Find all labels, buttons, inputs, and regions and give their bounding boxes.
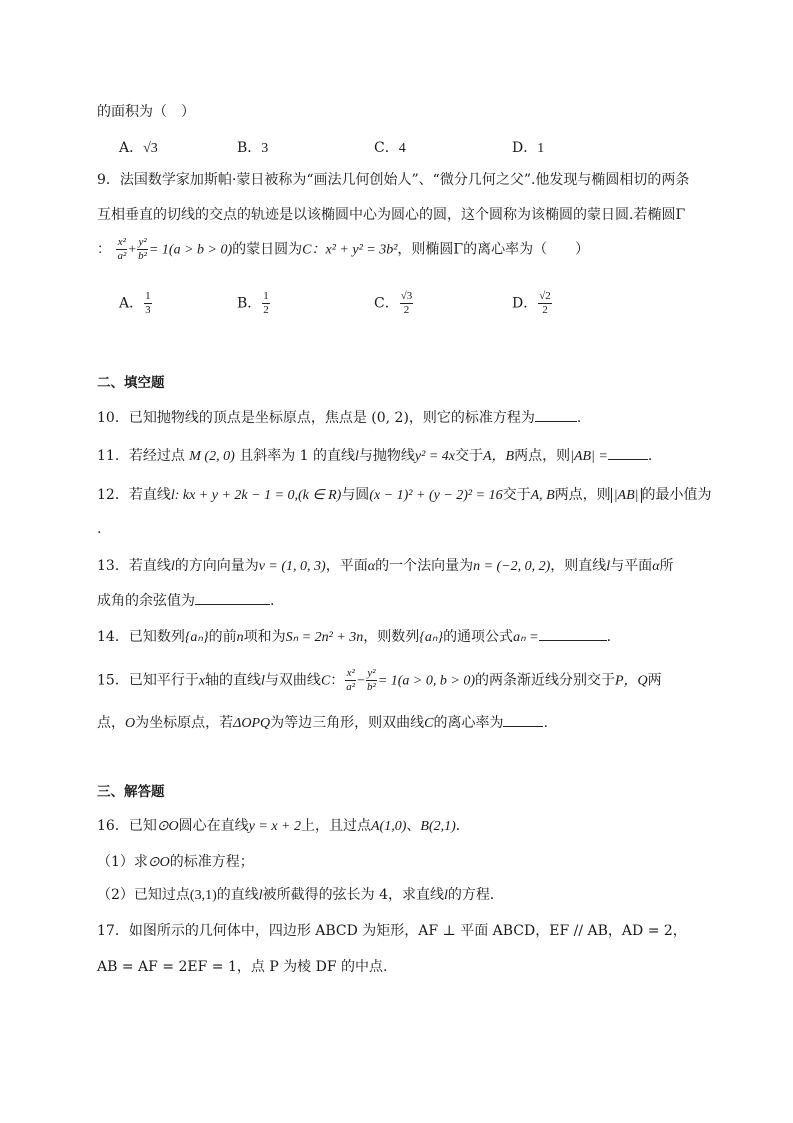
q16-part2: （2）已知过点(3,1)的直线l被所截得的弦长为 4，求直线l的方程． [97,887,504,903]
q9-option-b: B． $\frac{1}{2}$ [237,290,269,316]
q12: 12．若直线l: kx + y + 2k − 1 = 0,(k ∈ R)与圆(x − 1)² + (y − 2)² = 16交于A, B两点，则 |AB| 的最小值为 [97,487,712,503]
q8-tail: 的面积为（ ） [97,104,195,120]
q13: 13．若直线l的方向向量为v = (1, 0, 3)，平面α的一个法向量为n = (−2, 0, 2)，则直线l与平面α所 [97,558,674,574]
q8-option-d: D．1 [512,140,545,156]
section-fill-blank-heading: 二、填空题 [97,375,165,391]
q15: 15．已知平行于x轴的直线l与双曲线C： $\frac{\text{x²}}{\text{a²}}$ − $\frac{\text{y²}}{\text{b²}}$ = 1(a > 0, b > 0)的两条渐近线分别交于P，Q两 [97,667,662,693]
q13-line2: 成角的余弦值为 . [97,593,275,609]
q17-line1: 17．如图所示的几何体中，四边形 ABCD 为矩形，AF ⊥ 平面 ABCD，EF // AB，AD = 2， [97,923,687,939]
q17-line2: AB = AF = 2EF = 1，点 P 为棱 DF 的中点. [97,959,388,975]
q9-frac-y: $\frac{\text{y²}}{\text{b²}}$ [138,236,147,262]
q8-option-c: C．4 [374,140,406,156]
q9-frac-x: $\frac{\text{x²}}{\text{a²}}$ [117,236,127,262]
q16-part1: （1）求⊙O的标准方程； [97,854,254,870]
q9-option-a: A． $\frac{1}{3}$ [119,290,151,316]
q14: 14．已知数列{aₙ}的前n项和为Sₙ = 2n² + 3n，则数列{aₙ}的通项公式aₙ = . [97,629,612,645]
q10: 10．已知抛物线的顶点是坐标原点，焦点是 (0, 2)，则它的标准方程为 . [97,410,582,426]
section-solve-heading: 三、解答题 [97,784,165,800]
q9-line2: 互相垂直的切线的交点的轨迹是以该椭圆中心为圆心的圆，这个圆称为该椭圆的蒙日圆.若椭圆Γ [97,207,686,223]
q11: 11．若经过点 M (2, 0) 且斜率为 1 的直线l与抛物线y² = 4x交于A，B两点，则|AB| = . [97,448,653,464]
q9-option-c: C． $\frac{√3}{2}$ [374,290,413,316]
q12-line2: . [97,521,102,537]
q9-line1: 9．法国数学家加斯帕·蒙日被称为“画法几何创始人”、“微分几何之父”.他发现与椭圆相切的两条 [97,172,690,188]
q9-option-d: D． $\frac{√2}{2}$ [512,290,551,316]
q8-option-b: B．3 [237,140,269,156]
q9-line3: ： $\frac{\text{x²}}{\text{a²}}$ + $\frac{\text{y²}}{\text{b²}}$ = 1(a > b > 0)的蒙日圆为C：x² + y² = 3b²，则椭圆Γ的离心率为（ ） [97,236,590,262]
q16: 16．已知⊙O圆心在直线y = x + 2上，且过点A(1,0)、B(2,1)． [97,818,470,834]
q15-line2: 点，O为坐标原点，若ΔOPQ为等边三角形，则双曲线C的离心率为 . [97,715,548,731]
q8-option-a: A．√3 [119,140,158,156]
